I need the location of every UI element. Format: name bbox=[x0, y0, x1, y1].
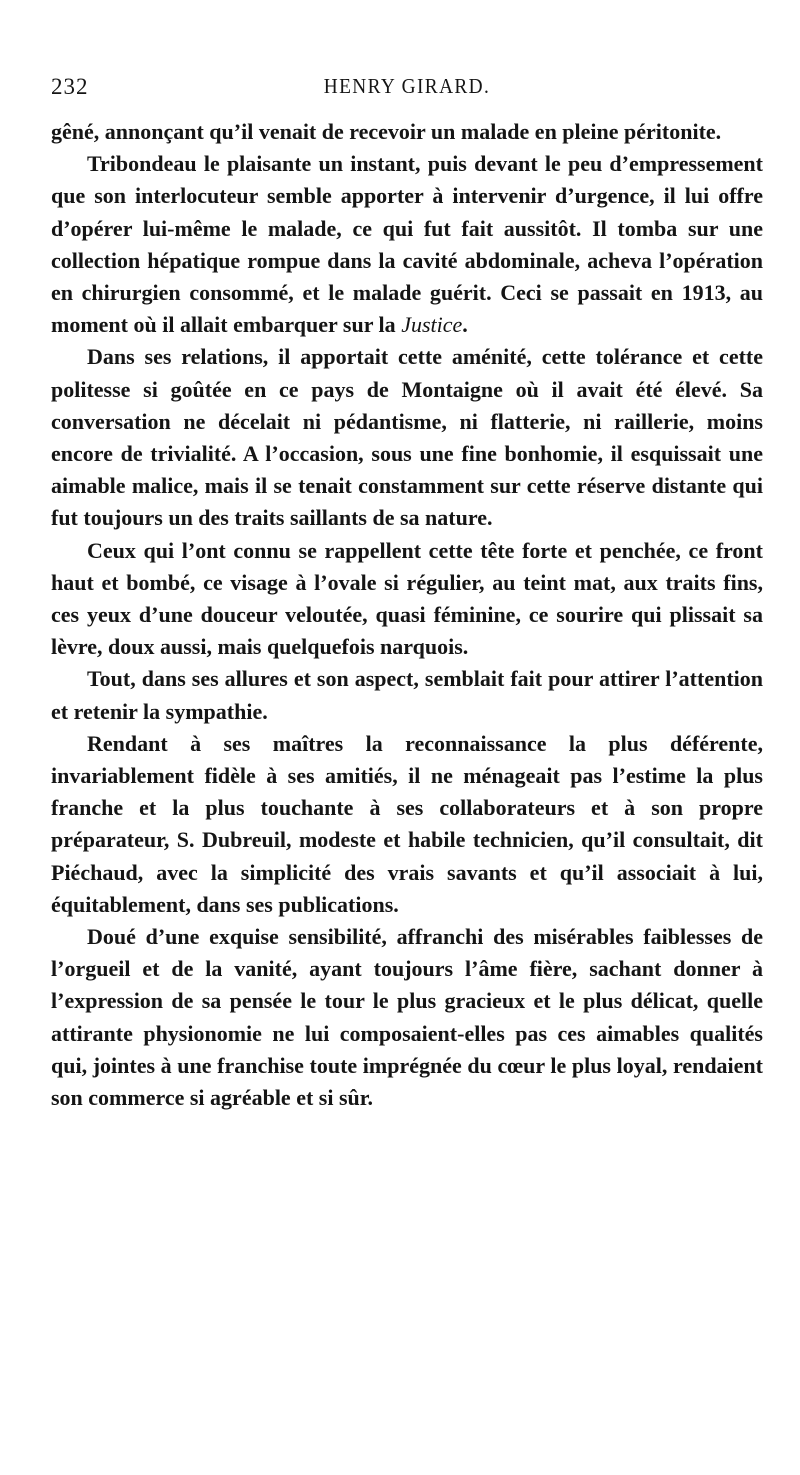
paragraph bbox=[51, 728, 763, 921]
paragraph bbox=[51, 148, 763, 341]
paragraph-text: gêné, annonçant qu’il venait de recevoir un malade en pleine péritonite. bbox=[51, 119, 722, 144]
header-title: HENRY GIRARD. bbox=[323, 74, 491, 98]
page-number: 232 bbox=[51, 74, 89, 99]
paragraph bbox=[51, 341, 763, 534]
paragraph-text: Doué d’une exquise sensibilité, affranchi des misérables faiblesses de l’orgueil et de la vanité, ayant toujours l’âme fière, sachant donner à l’expression de sa pensée le tour le plus gracieux et le plus délicat, quelle attirante physionomie ne lui composaient-elles pas ces aimables qualités qui, jointes à une franchise toute imprégnée du cœur le plus loyal, rendaient son commerce si agréable et si sûr. bbox=[51, 924, 763, 1111]
running-head bbox=[51, 74, 763, 104]
paragraph-end: . bbox=[462, 312, 468, 338]
paragraph bbox=[51, 535, 763, 664]
paragraph bbox=[51, 663, 763, 727]
body-text bbox=[51, 116, 763, 1114]
paragraph-text: Rendant à ses maîtres la reconnaissance la plus déférente, invariablement fidèle à ses amitiés, il ne ménageait pas l’estime la plus franche et la plus touchante à ses collaborateurs et à son propre préparateur, S. Dubreuil, modeste et habile technicien, qu’il consultait, dit Piéchaud, avec la simplicité des vrais savants et qu’il associait à lui, équitablement, dans ses publications. bbox=[51, 730, 763, 917]
paragraph-text: Tout, dans ses allures et son aspect, semblait fait pour attirer l’attention et retenir la sympathie. bbox=[51, 666, 763, 724]
ship-name: Justice bbox=[401, 312, 463, 338]
paragraph-text: Tribondeau le plaisante un instant, puis devant le peu d’empressement que son interlocuteur semble apporter à intervenir d’urgence, il lui offre d’opérer lui-même le malade, ce qui fut fait aussitôt. Il tomba sur une collection hépatique rompue dans la cavité abdominale, acheva l’opération en chirurgien consommé, et le malade guérit. Ceci se passait en 1913, au moment où il allait embarquer sur la bbox=[51, 151, 763, 338]
paragraph bbox=[51, 921, 763, 1114]
paragraph-text: Ceux qui l’ont connu se rappellent cette tête forte et penchée, ce front haut et bombé, ce visage à l’ovale si régulier, au teint mat, aux traits fins, ces yeux d’une douceur veloutée, quasi féminine, ce sourire qui plissait sa lèvre, doux aussi, mais quelquefois narquois. bbox=[51, 537, 763, 660]
paragraph-continuation bbox=[51, 116, 763, 148]
paragraph-text: Dans ses relations, il apportait cette aménité, cette tolérance et cette politesse si goûtée en ce pays de Montaigne où il avait été élevé. Sa conversation ne décelait ni pédantisme, ni flatterie, ni raillerie, moins encore de trivialité. A l’occasion, sous une fine bonhomie, il esquissait une aimable malice, mais il se tenait constamment sur cette réserve distante qui fut toujours un des traits saillants de sa nature. bbox=[51, 344, 763, 531]
